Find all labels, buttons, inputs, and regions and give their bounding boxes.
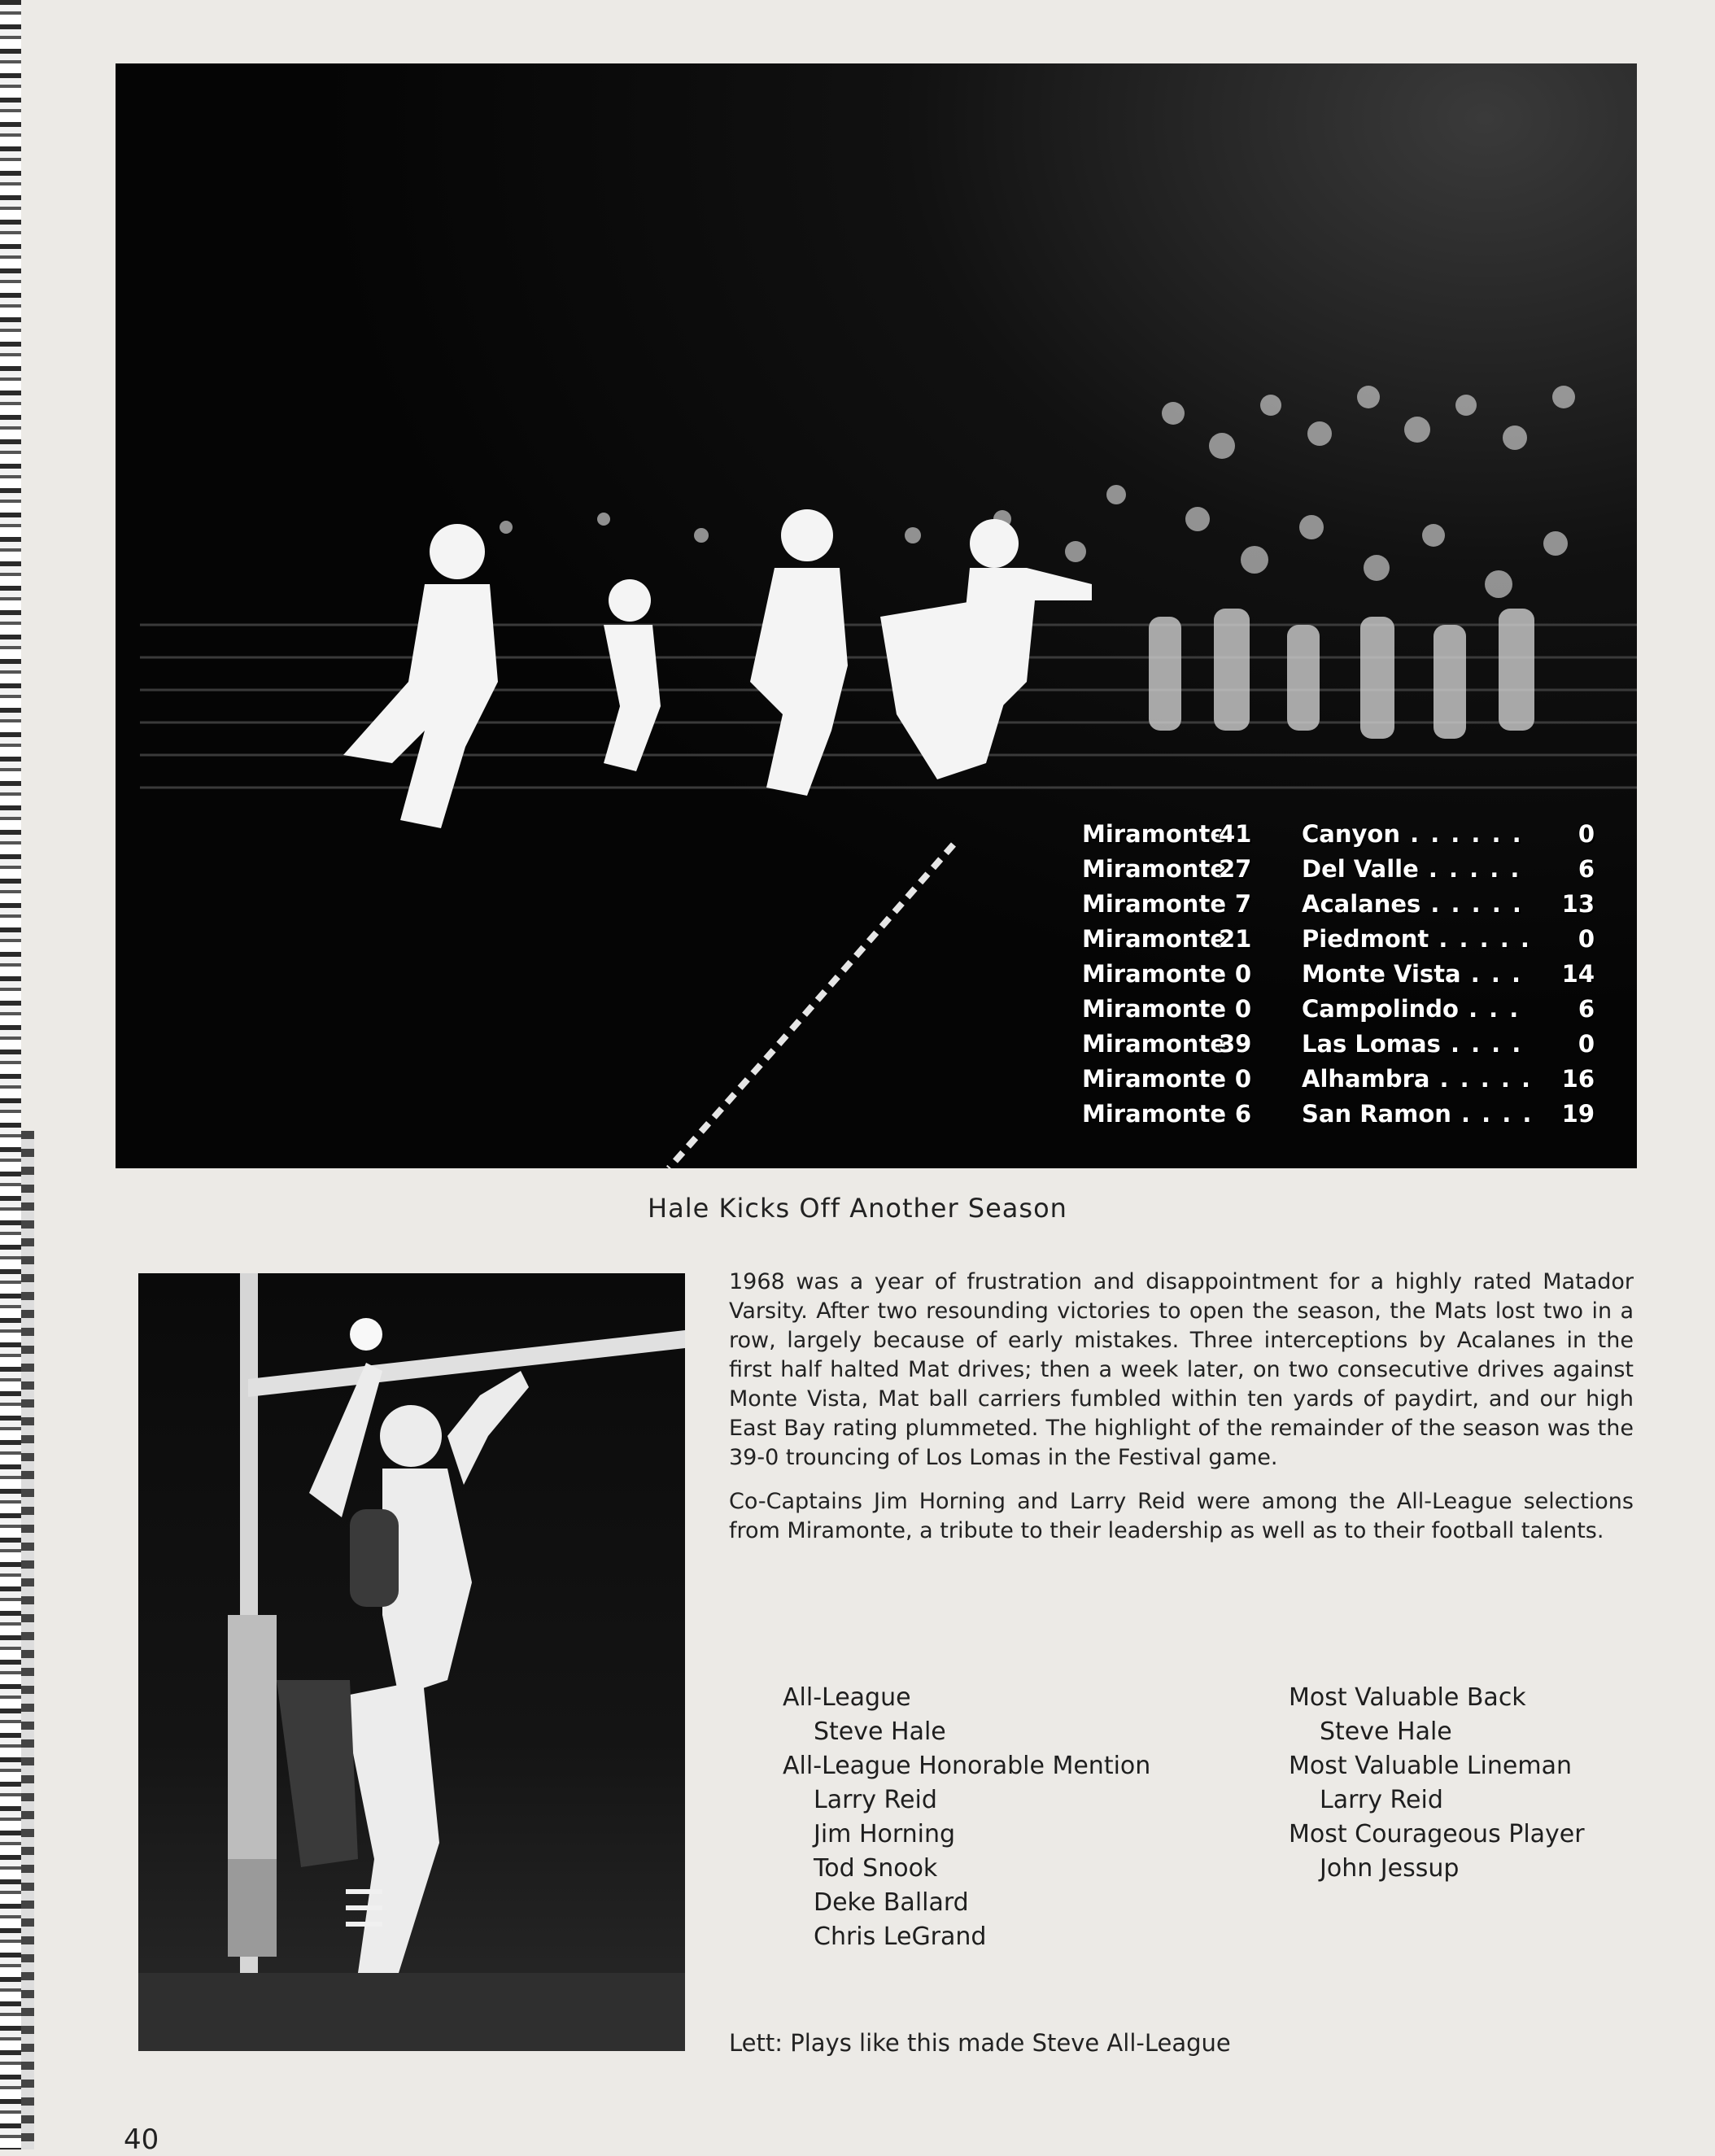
opponent-score: 14 — [1561, 960, 1595, 988]
score-row — [1082, 922, 1603, 957]
award-name: Larry Reid — [814, 1786, 937, 1814]
home-team: Miramonte — [1082, 960, 1226, 988]
opponent-team: Campolindo . . . — [1302, 992, 1530, 1027]
opponent-score: 19 — [1561, 1100, 1595, 1128]
home-score: 41 — [1219, 820, 1252, 848]
opponent-team: Piedmont . . . — [1302, 922, 1530, 957]
article-paragraph: 1968 was a year of frustration and disappointment for a highly rated Matador Varsity. After two resounding victories to open the season, the Mats lost two in a row, largely because of early mistakes. Three interceptions by Acalanes in the first half halted Mat drives; then a week later, on two consecutive drives against Monte Vista, Mat ball carriers fumbled within ten yards of paydirt, and our high East Bay rating plummeted. The highlight of the remainder of the season was the 39-0 trouncing of Los Lomas in the Festival game. — [729, 1269, 1634, 1470]
opponent-score: 6 — [1578, 855, 1595, 883]
opponent-team: Canyon . . . — [1302, 817, 1530, 852]
opponent-team: Las Lomas . . . — [1302, 1027, 1530, 1062]
award-name: Larry Reid — [1320, 1786, 1443, 1814]
score-row — [1082, 1027, 1603, 1062]
award-heading: Most Valuable Back — [1289, 1683, 1526, 1712]
opponent-team: Alhambra . . . — [1302, 1062, 1530, 1097]
award-name: Deke Ballard — [814, 1888, 969, 1917]
score-row — [1082, 1097, 1603, 1132]
goalpost-catch-illustration — [138, 1273, 685, 2051]
home-score: 39 — [1219, 1030, 1252, 1058]
page-number: 40 — [124, 2123, 159, 2156]
home-team: Miramonte — [1082, 855, 1226, 883]
opponent-team: Del Valle . . . — [1302, 852, 1530, 887]
score-row — [1082, 852, 1603, 887]
score-row — [1082, 957, 1603, 992]
award-name: Steve Hale — [814, 1717, 946, 1746]
opponent-score: 0 — [1578, 820, 1595, 848]
award-name: Steve Hale — [1320, 1717, 1452, 1746]
article-body — [729, 1268, 1634, 1560]
home-team: Miramonte — [1082, 995, 1226, 1023]
bottom-photo-caption: Lett: Plays like this made Steve All-League — [729, 2029, 1231, 2057]
awards-list-right — [1289, 1681, 1585, 1886]
award-heading: Most Valuable Lineman — [1289, 1752, 1572, 1780]
score-row — [1082, 817, 1603, 852]
home-score: 0 — [1234, 960, 1251, 988]
goalpost-catch-photo — [138, 1273, 685, 2051]
home-score: 27 — [1219, 855, 1252, 883]
home-score: 21 — [1219, 925, 1252, 953]
award-name: Tod Snook — [814, 1854, 938, 1883]
home-score: 0 — [1234, 1065, 1251, 1093]
article-paragraph: Co-Captains Jim Horning and Larry Reid were among the All-League selections from Miramonte, a tribute to their leadership as well as to their football talents. — [729, 1489, 1634, 1543]
home-score: 0 — [1234, 995, 1251, 1023]
award-name: Jim Horning — [814, 1820, 956, 1848]
kickoff-photo — [116, 63, 1637, 1168]
awards-list-left — [783, 1681, 1150, 1954]
binding-edge — [0, 0, 21, 2149]
award-heading: Most Courageous Player — [1289, 1820, 1585, 1848]
home-score: 7 — [1234, 890, 1251, 918]
opponent-score: 16 — [1561, 1065, 1595, 1093]
home-team: Miramonte — [1082, 925, 1226, 953]
score-row — [1082, 992, 1603, 1027]
opponent-score: 0 — [1578, 925, 1595, 953]
score-row — [1082, 887, 1603, 922]
opponent-team: Acalanes . . . — [1302, 887, 1530, 922]
award-heading: All-League — [783, 1683, 911, 1712]
binding-edge-lower — [21, 1131, 34, 2149]
award-name: Chris LeGrand — [814, 1923, 987, 1951]
score-row — [1082, 1062, 1603, 1097]
award-name: John Jessup — [1320, 1854, 1460, 1883]
opponent-score: 6 — [1578, 995, 1595, 1023]
top-photo-caption: Hale Kicks Off Another Season — [648, 1193, 1067, 1224]
home-team: Miramonte — [1082, 1065, 1226, 1093]
home-team: Miramonte — [1082, 820, 1226, 848]
home-team: Miramonte — [1082, 1030, 1226, 1058]
opponent-team: Monte Vista . . . — [1302, 957, 1530, 992]
home-team: Miramonte — [1082, 1100, 1226, 1128]
season-scoreboard — [1082, 817, 1603, 1132]
opponent-team: San Ramon . . . — [1302, 1097, 1530, 1132]
award-heading: All-League Honorable Mention — [783, 1752, 1151, 1780]
home-score: 6 — [1234, 1100, 1251, 1128]
opponent-score: 0 — [1578, 1030, 1595, 1058]
home-team: Miramonte — [1082, 890, 1226, 918]
opponent-score: 13 — [1561, 890, 1595, 918]
